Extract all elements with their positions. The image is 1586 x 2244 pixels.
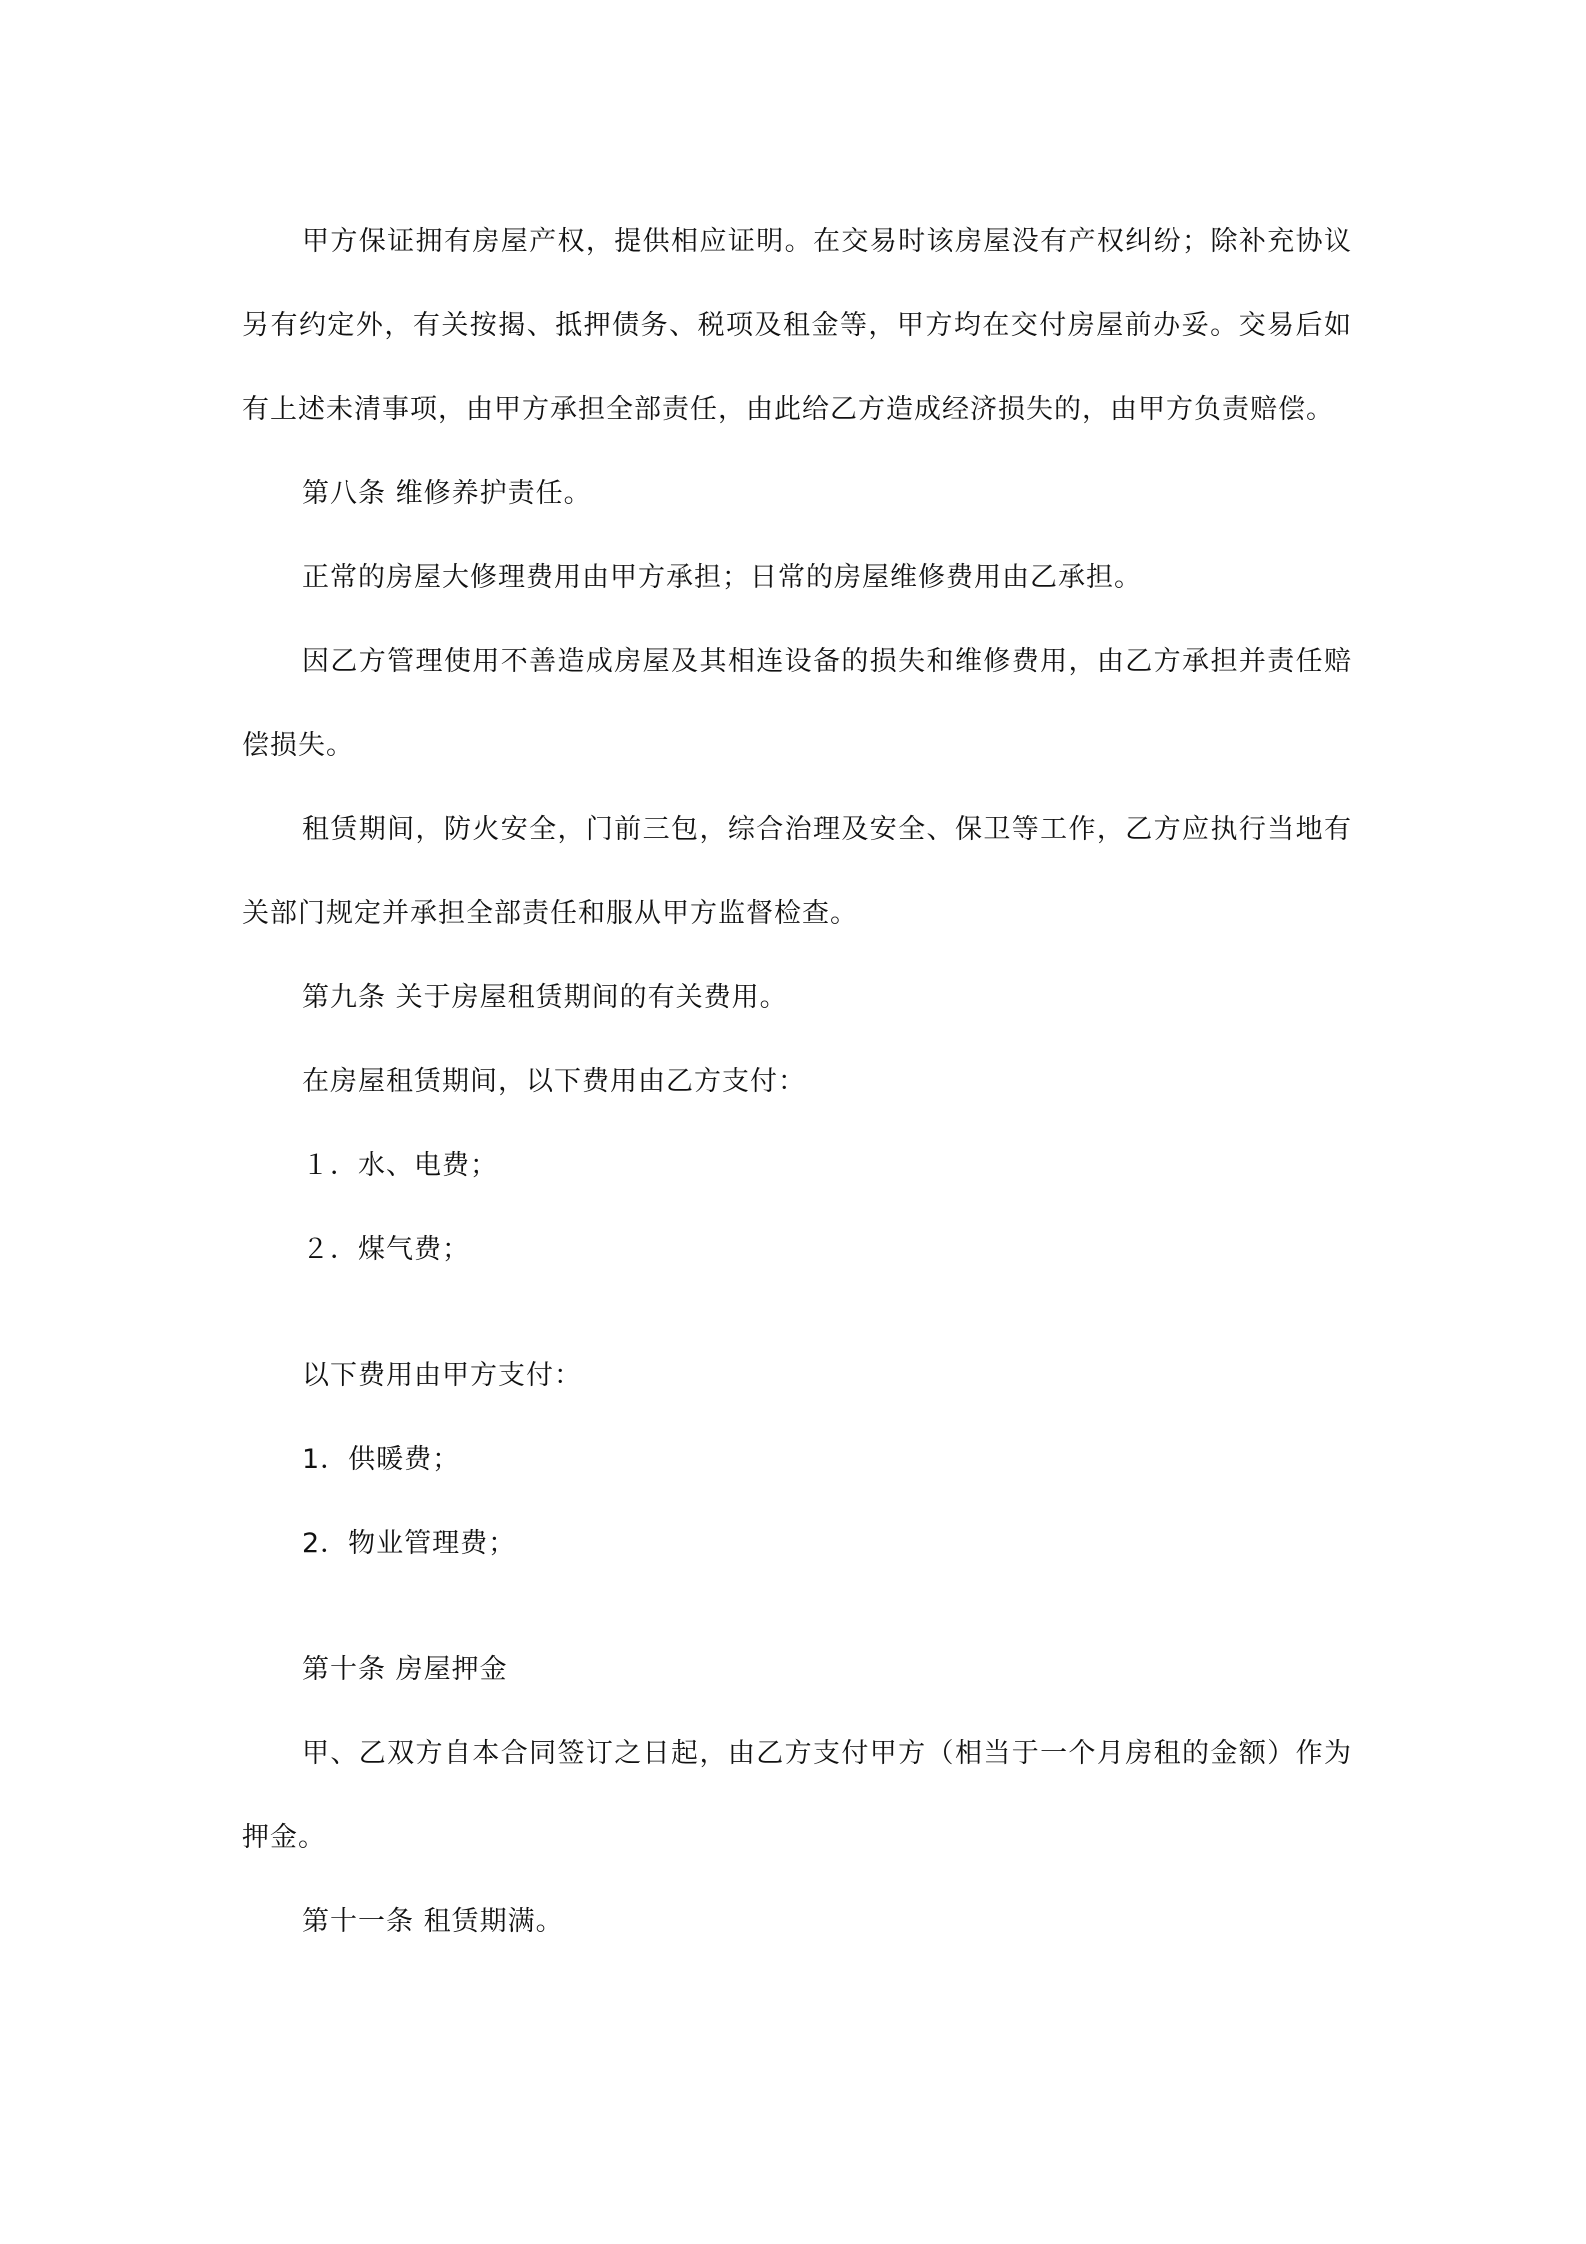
article-10-heading: 第十条 房屋押金 [302, 1654, 508, 1685]
list-item-property-management: 2．物业管理费； [302, 1528, 517, 1559]
list-item-gas: ２．煤气费； [302, 1234, 470, 1265]
list-item-water-electricity: １．水、电费； [302, 1150, 498, 1181]
article-9-heading: 第九条 关于房屋租赁期间的有关费用。 [302, 982, 788, 1013]
paragraph-tenant-pays-intro: 在房屋租赁期间，以下费用由乙方支付： [302, 1066, 806, 1097]
document-body [242, 200, 1352, 1964]
paragraph-deposit: 甲、乙双方自本合同签订之日起，由乙方支付甲方（相当于一个月房租的金额）作为押金。 [242, 1738, 1352, 1853]
section-spacer [242, 1292, 1352, 1334]
article-11-heading: 第十一条 租赁期满。 [302, 1906, 564, 1937]
section-spacer [242, 1586, 1352, 1628]
paragraph-repair-costs: 正常的房屋大修理费用由甲方承担；日常的房屋维修费用由乙承担。 [302, 562, 1142, 593]
list-item-heating: 1．供暖费； [302, 1444, 461, 1475]
paragraph-safety-duties: 租赁期间，防火安全，门前三包，综合治理及安全、保卫等工作，乙方应执行当地有关部门规定并承担全部责任和服从甲方监督检查。 [242, 814, 1352, 929]
paragraph-landlord-pays-intro: 以下费用由甲方支付： [302, 1360, 582, 1391]
article-8-heading: 第八条 维修养护责任。 [302, 478, 592, 509]
paragraph-damage-liability: 因乙方管理使用不善造成房屋及其相连设备的损失和维修费用，由乙方承担并责任赔偿损失。 [242, 646, 1352, 761]
paragraph-owner-guarantee: 甲方保证拥有房屋产权，提供相应证明。在交易时该房屋没有产权纠纷；除补充协议另有约定外，有关按揭、抵押债务、税项及租金等，甲方均在交付房屋前办妥。交易后如有上述未清事项，由甲方承担全部责任，由此给乙方造成经济损失的，由甲方负责赔偿。 [242, 226, 1352, 425]
